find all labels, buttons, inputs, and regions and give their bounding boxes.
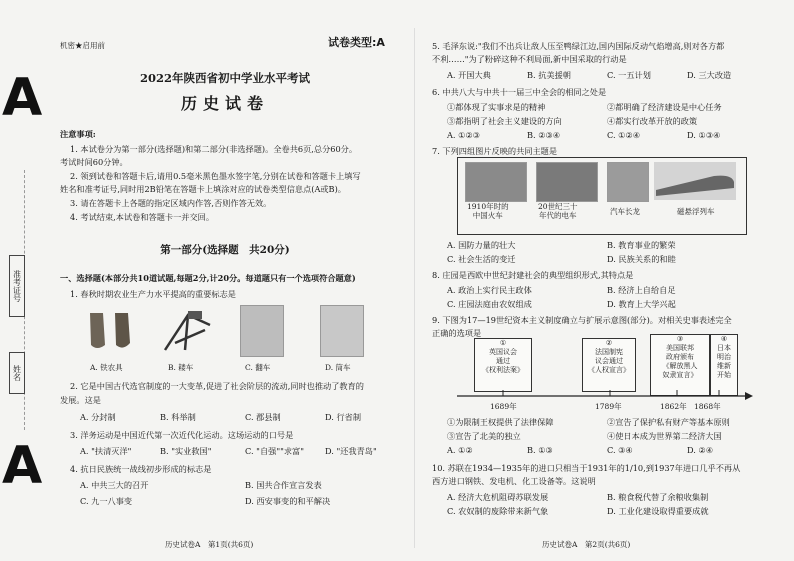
q7-option-c[interactable]: C. 社会生活的变迁 bbox=[447, 254, 516, 264]
paper-type-letter-top: A bbox=[2, 68, 43, 128]
subject-title: 历史试卷 bbox=[180, 94, 269, 113]
q4-option-b[interactable]: B. 国共合作宣言发表 bbox=[245, 480, 322, 490]
traffic-jam-image bbox=[607, 162, 649, 202]
q3-option-a[interactable]: A. "扶清灭洋" bbox=[80, 446, 132, 456]
note-line: 3. 请在答题卡上各题的指定区域内作答,否则作答无效。 bbox=[70, 198, 272, 208]
question-10: 10. 苏联在1934—1935年的进口只相当于1931年的1/10,到1937年进口几乎不再从 bbox=[432, 463, 741, 473]
confidential-mark: 机密★启用前 bbox=[60, 41, 105, 50]
question-7: 7. 下列四组图片反映的共同主题是 bbox=[432, 146, 558, 156]
question-2: 2. 它是中国古代选官制度的一大变革,促进了社会阶层的流动,同时也推动了教育的 bbox=[70, 381, 364, 391]
q1-option-a[interactable]: A. 铁农具 bbox=[90, 363, 123, 372]
part1-title: 第一部分(选择题 共20分) bbox=[160, 244, 290, 256]
q9-item-1: ①为限制王权提供了法律保障 bbox=[447, 417, 554, 427]
q9-option-d[interactable]: D. ②④ bbox=[687, 445, 714, 455]
exam-title: 2022年陕西省初中学业水平考试 bbox=[139, 71, 310, 85]
q10-option-c[interactable]: C. 农奴制的废除带来新气象 bbox=[447, 506, 549, 516]
timeline-box-4: ④ 日本 明治 维新 开始 bbox=[710, 334, 738, 396]
tube-wheel-image bbox=[320, 305, 364, 357]
question-8: 8. 庄园是西欧中世纪封建社会的典型组织形式,其特点是 bbox=[432, 270, 634, 280]
page-2 bbox=[432, 0, 762, 561]
q2-option-c[interactable]: C. 郡县制 bbox=[245, 412, 281, 422]
note-line: 1. 本试卷分为第一部分(选择题)和第二部分(非选择题)。全卷共6页,总分60分。 bbox=[70, 144, 358, 154]
q3-option-c[interactable]: C. "自强""求富" bbox=[245, 446, 304, 456]
timeline-box-2: ② 法国制宪 议会通过 《人权宣言》 bbox=[582, 338, 636, 392]
q8-option-a[interactable]: A. 政治上实行民主政体 bbox=[447, 285, 532, 295]
q4-option-a[interactable]: A. 中共三大的召开 bbox=[80, 480, 149, 490]
q6-option-b[interactable]: B. ②③④ bbox=[527, 130, 561, 140]
note-line: 2. 领到试卷和答题卡后,请用0.5毫米黑色墨水签字笔,分别在试卷和答题卡上填写 bbox=[70, 171, 361, 181]
q1-option-b[interactable]: B. 耧车 bbox=[168, 363, 194, 372]
section-instructions: 一、选择题(本部分共10道试题,每题2分,计20分。每道题只有一个选项符合题意) bbox=[60, 273, 356, 283]
q10-option-a[interactable]: A. 经济大危机阻碍苏联发展 bbox=[447, 492, 549, 502]
page-2-footer: 历史试卷A 第2页(共6页) bbox=[542, 540, 631, 549]
q4-option-d[interactable]: D. 西安事变的和平解决 bbox=[245, 496, 331, 506]
maglev-train-image bbox=[654, 162, 736, 200]
chain-pump-image bbox=[240, 305, 284, 357]
q7-option-d[interactable]: D. 民族关系的和睦 bbox=[607, 254, 676, 264]
tram-1930s-image bbox=[536, 162, 598, 202]
q3-option-d[interactable]: D. "还我青岛" bbox=[325, 446, 377, 456]
q5-option-a[interactable]: A. 开国大典 bbox=[447, 70, 491, 80]
q9-item-2: ②宣告了保护私有财产等基本原则 bbox=[607, 417, 730, 427]
admission-number-field: 准考证号 bbox=[9, 255, 25, 317]
q7-caption-4: 磁悬浮列车 bbox=[677, 207, 715, 216]
q9-option-c[interactable]: C. ③④ bbox=[607, 445, 633, 455]
question-2-cont: 发展。这是 bbox=[60, 395, 101, 405]
question-4: 4. 抗日民族统一战线初步形成的标志是 bbox=[70, 464, 212, 474]
q7-option-a[interactable]: A. 国防力量的壮大 bbox=[447, 240, 516, 250]
q9-item-3: ③宣告了北美的独立 bbox=[447, 431, 521, 441]
q7-caption-1: 1910年时的 中国火车 bbox=[467, 202, 509, 220]
q8-option-d[interactable]: D. 教育上大学兴起 bbox=[607, 299, 676, 309]
q6-option-c[interactable]: C. ①②④ bbox=[607, 130, 641, 140]
q3-option-b[interactable]: B. "实业救国" bbox=[160, 446, 212, 456]
q10-option-b[interactable]: B. 粮食税代替了余粮收集制 bbox=[607, 492, 709, 502]
q1-option-d[interactable]: D. 筒车 bbox=[325, 363, 351, 372]
paper-type-letter-bottom: A bbox=[2, 436, 43, 496]
note-line: 4. 考试结束,本试卷和答题卡一并交回。 bbox=[70, 212, 215, 222]
q2-option-a[interactable]: A. 分封制 bbox=[80, 412, 116, 422]
q7-caption-2: 20世纪三十 年代的电车 bbox=[538, 202, 578, 220]
question-1: 1. 春秋时期农业生产力水平提高的重要标志是 bbox=[70, 289, 236, 299]
paper-type: 试卷类型:A bbox=[328, 36, 385, 49]
q7-caption-3: 汽车长龙 bbox=[610, 207, 640, 216]
q1-option-c[interactable]: C. 翻车 bbox=[245, 363, 271, 372]
question-6: 6. 中共八大与中共十一届三中全会的相同之处是 bbox=[432, 87, 607, 97]
name-field: 姓名 bbox=[9, 352, 25, 394]
timeline-box-3: ③ 美国联邦 政府颁布 《解放黑人 奴隶宣言》 bbox=[650, 334, 710, 396]
note-line: 姓名和准考证号,同时用2B铅笔在答题卡上填涂对应的试卷类型信息点(A或B)。 bbox=[60, 184, 346, 194]
q8-option-c[interactable]: C. 庄园法庭由农奴组成 bbox=[447, 299, 532, 309]
note-line: 考试时间60分钟。 bbox=[60, 157, 128, 167]
q6-item-3: ③都指明了社会主义建设的方向 bbox=[447, 116, 562, 126]
q10-option-d[interactable]: D. 工业化建设取得重要成就 bbox=[607, 506, 709, 516]
page-1 bbox=[60, 0, 390, 561]
notes-title: 注意事项: bbox=[60, 129, 96, 139]
question-3: 3. 洋务运动是中国近代第一次近代化运动。这场运动的口号是 bbox=[70, 430, 294, 440]
q4-option-c[interactable]: C. 九一八事变 bbox=[80, 496, 133, 506]
q2-option-d[interactable]: D. 行省制 bbox=[325, 412, 362, 422]
q9-item-4: ④使日本成为世界第二经济大国 bbox=[607, 431, 722, 441]
timeline-year-1789: 1789年 bbox=[595, 402, 622, 411]
q5-option-d[interactable]: D. 三大改造 bbox=[687, 70, 732, 80]
iron-tool-image bbox=[85, 305, 140, 353]
question-5-cont: 不利……"为了粉碎这种不利局面,新中国采取的行动是 bbox=[432, 54, 627, 64]
q6-item-2: ②都明确了经济建设是中心任务 bbox=[607, 102, 722, 112]
timeline-year-1862: 1862年 bbox=[660, 402, 687, 411]
page-divider bbox=[414, 28, 415, 548]
q6-option-d[interactable]: D. ①③④ bbox=[687, 130, 721, 140]
q6-option-a[interactable]: A. ①②③ bbox=[447, 130, 481, 140]
q6-item-1: ①都体现了实事求是的精神 bbox=[447, 102, 546, 112]
q8-option-b[interactable]: B. 经济上自给自足 bbox=[607, 285, 676, 295]
question-9-cont: 正确的选项是 bbox=[432, 328, 482, 338]
timeline-year-1868: 1868年 bbox=[694, 402, 721, 411]
q2-option-b[interactable]: B. 科举制 bbox=[160, 412, 196, 422]
q9-option-b[interactable]: B. ①③ bbox=[527, 445, 553, 455]
question-9: 9. 下图为17—19世纪资本主义制度确立与扩展示意图(部分)。对相关史事表述完全 bbox=[432, 315, 732, 325]
question-10-cont: 西方进口钢铁、发电机、化工设备等。这说明 bbox=[432, 476, 596, 486]
q5-option-c[interactable]: C. 一五计划 bbox=[607, 70, 651, 80]
question-5: 5. 毛泽东说:"我们不出兵让敌人压至鸭绿江边,国内国际反动气焰增高,则对各方都 bbox=[432, 41, 725, 51]
timeline-year-1689: 1689年 bbox=[490, 402, 517, 411]
q6-item-4: ④都实行改革开放的政策 bbox=[607, 116, 698, 126]
q5-option-b[interactable]: B. 抗美援朝 bbox=[527, 70, 571, 80]
seed-drill-image bbox=[160, 305, 215, 355]
q9-option-a[interactable]: A. ①② bbox=[447, 445, 473, 455]
page-1-footer: 历史试卷A 第1页(共6页) bbox=[165, 540, 254, 549]
q7-option-b[interactable]: B. 教育事业的繁荣 bbox=[607, 240, 676, 250]
timeline-box-1: ① 英国议会 通过 《权利法案》 bbox=[474, 338, 532, 392]
train-1910-image bbox=[465, 162, 527, 202]
